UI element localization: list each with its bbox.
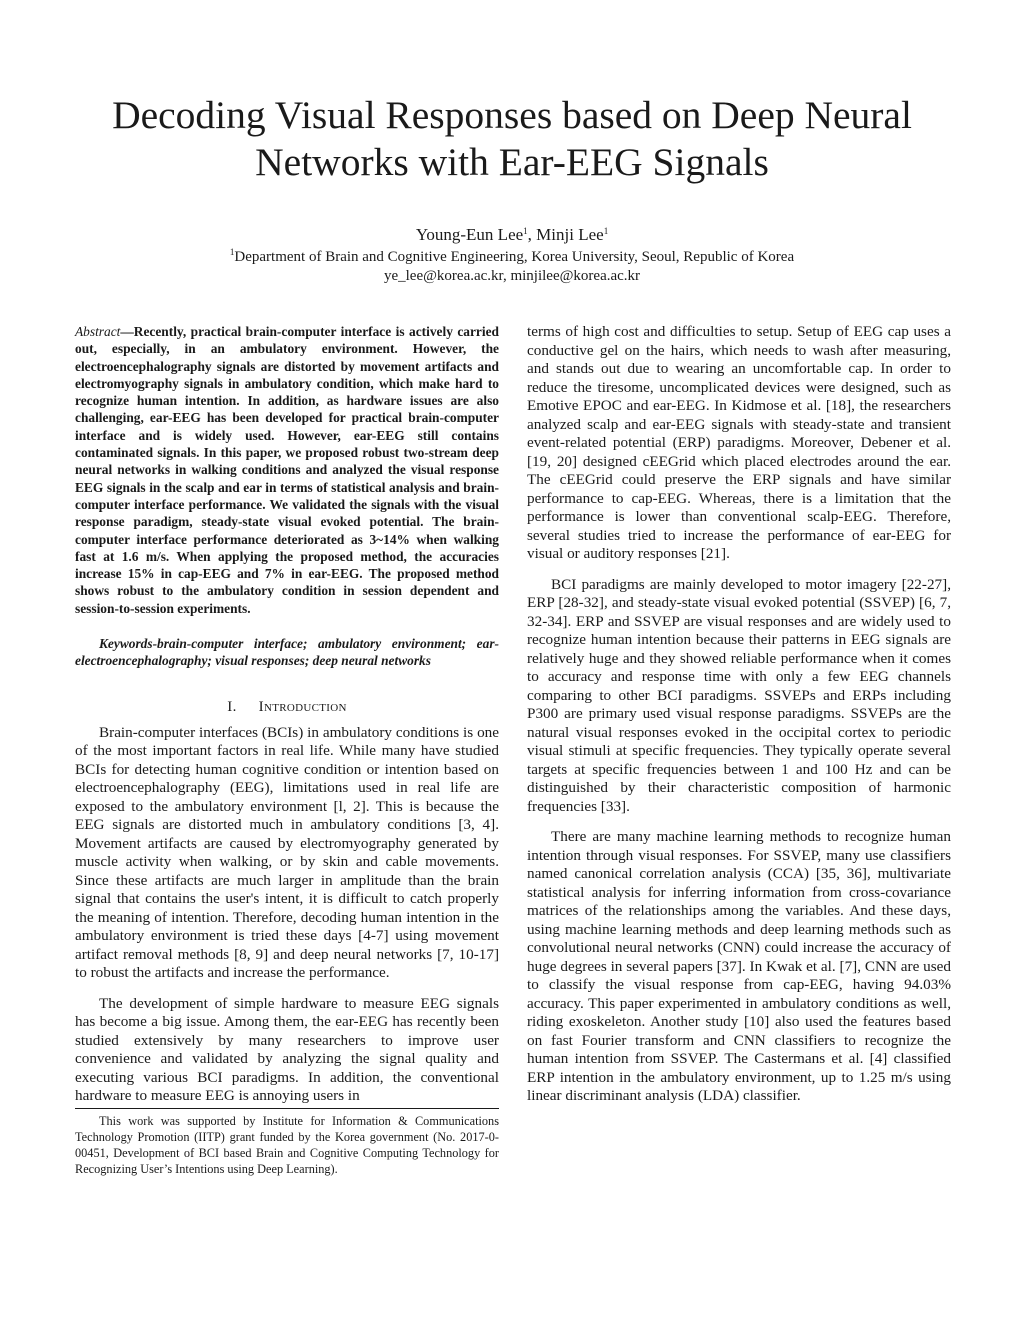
keywords: Keywords-brain-computer interface; ambulatory environment; ear-electroencephalography; visual responses; deep neural networks — [75, 636, 499, 669]
paper-title — [60, 92, 964, 186]
section-number: I. — [227, 698, 237, 715]
title-line-2: Networks with Ear-EEG Signals — [255, 140, 769, 184]
body-paragraph: The development of simple hardware to measure EEG signals has become a big issue. Among them, the ear-EEG has recently been studied extensively by many researchers to improve user convenience and validated by analyzing the signal quality and executing various BCI paradigms. In addition, the conventional hardware to measure EEG is annoying users in — [75, 994, 499, 1105]
author-emails: ye_lee@korea.ac.kr, minjilee@korea.ac.kr — [383, 268, 641, 284]
author-list: Young-Eun Lee$^1$, Minji Lee$^1$ — [415, 225, 609, 244]
affiliation-text: Department of Brain and Cognitive Engineering, Korea University, Seoul, Republic of Korea — [234, 249, 795, 265]
right-column — [527, 323, 951, 1106]
abstract-label: Abstract — [75, 324, 121, 339]
section-heading-introduction — [75, 698, 499, 716]
footnote-divider — [75, 1108, 499, 1109]
affiliation — [60, 248, 964, 267]
section-title: Introduction — [258, 698, 347, 715]
affiliation-marker: 1 — [523, 226, 528, 236]
author-name: Young-Eun Lee — [415, 225, 524, 244]
body-paragraph: terms of high cost and difficulties to setup. Setup of EEG cap uses a conductive gel on the hairs, which needs to wash after measuring, and stands out due to wearing an uncomfortable cap. In order to reduce the tiresome, uncomplicated devices were designed, such as Emotive EPOC and ear-EEG. In Kidmose et al. [18], the researchers analyzed scalp and ear-EEG signals with steady-state and transient event-related potential (ERP) paradigms. Moreover, Debener et al. [19, 20] designed cEEGrid which placed electrodes around the ear. The cEEGrid could preserve the ERP signals and have similar performance to cap-EEG. Whereas, there is a limitation that the performance is lower than conventional scalp-EEG. Therefore, several studies tried to increase the performance of ear-EEG for visual or auditory responses [21]. — [527, 323, 951, 562]
abstract-text: Recently, practical brain-computer interface is actively carried out, especially, in an ambulatory environment. However, the electroencephalography signals are distorted by movement artifacts and electromyography signals in ambulatory condition, which make hard to recognize human intention. In addition, as hardware issues are also challenging, ear-EEG has been developed for practical brain-computer interface and is widely used. However, ear-EEG still contains contaminated signals. In this paper, we proposed robust two-stream deep neural networks in walking conditions and analyzed the visual response EEG signals in the scalp and ear in terms of statistical analysis and brain-computer interface performance. We validated the signals with the visual response paradigm, steady-state visual evoked potential. The brain-computer interface performance deteriorated as 3~14% when walking fast at 1.6 m/s. When applying the proposed method, the accuracies increase 15% in cap-EEG and 7% in ear-EEG. The proposed method shows robust to the ambulatory condition in session dependent and session-to-session experiments. — [75, 324, 499, 616]
left-column — [75, 323, 499, 1177]
body-paragraph: BCI paradigms are mainly developed to motor imagery [22-27], ERP [28-32], and steady-state visual evoked potential (SSVEP) [6, 7, 32-34]. ERP and SSVEP are visual responses and are widely used to recognize human intention because their patterns in EEG signals are relatively huge and they showed reliable performance when it comes to accuracy and response time with only a few EEG channels comparing to other BCI paradigms. SSVEPs and ERPs including P300 are primary used visual response paradigms. SSVEPs are the natural visual responses evoked in the occipital cortex to periodic visual stimuli at specific frequencies. They typically operate several targets at specific frequencies between 1 and 100 Hz and can be distinguished by their characteristic composition of harmonic frequencies [33]. — [527, 575, 951, 815]
body-paragraph: Brain-computer interfaces (BCIs) in ambulatory conditions is one of the most important factors in real life. While many have studied BCIs for detecting human cognitive condition or intention based on electroencephalography (EEG), limitations used in real life are exposed to the ambulatory environment [l, 2]. This is because the EEG signals are distorted much in ambulatory conditions [3, 4]. Movement artifacts are caused by electromyography generated by muscle activity when walking, or by skin and cable movements. Since these artifacts are much larger in amplitude than the brain signal that contains the user's intent, it is difficult to catch properly the meaning of intention. Therefore, decoding human intention in the ambulatory environment is tried these days [4-7] using movement artifact removal methods [8, 9] and deep neural networks [7, 10-17] to robust the artifacts and increase the performance. — [75, 723, 499, 982]
author-name: Minji Lee — [536, 225, 604, 244]
body-paragraph: There are many machine learning methods to recognize human intention through visual responses. For SSVEP, many use classifiers named canonical correlation analysis (CCA) [35, 36], multivariate statistical analysis for inferring information from cross-covariance matrices of the relationships among the variables. And these days, using machine learning methods and deep learning methods such as convolutional neural networks (CNN) could increase the accuracy of huge degrees in several papers [37]. In Kwak et al. [7], CNN are used to classify the visual response from cap-EEG, having 94.03% accuracy. This paper experimented in ambulatory conditions as well, riding exoskeleton. Another study [10] also used the features based on fast Fourier transform and CNN classifiers to recognize the human intention from SSVEP. The Castermans et al. [4] classified ERP intention in the ambulatory environment, up to 1.25 m/s using linear discriminant analysis (LDA) classifier. — [527, 828, 951, 1104]
affiliation-marker: 1 — [229, 247, 235, 257]
affiliation-marker: 1 — [603, 226, 609, 236]
title-line-1: Decoding Visual Responses based on Deep Neural — [112, 93, 912, 137]
abstract — [75, 323, 499, 617]
funding-footnote: This work was supported by Institute for Information & Communications Technology Promotion (IITP) grant funded by the Korea government (No. 2017-0-00451, Development of BCI based Brain and Cognitive Computing Technology for Recognizing User’s Intentions using Deep Learning). — [75, 1113, 499, 1176]
abstract-dash: — — [120, 324, 134, 339]
